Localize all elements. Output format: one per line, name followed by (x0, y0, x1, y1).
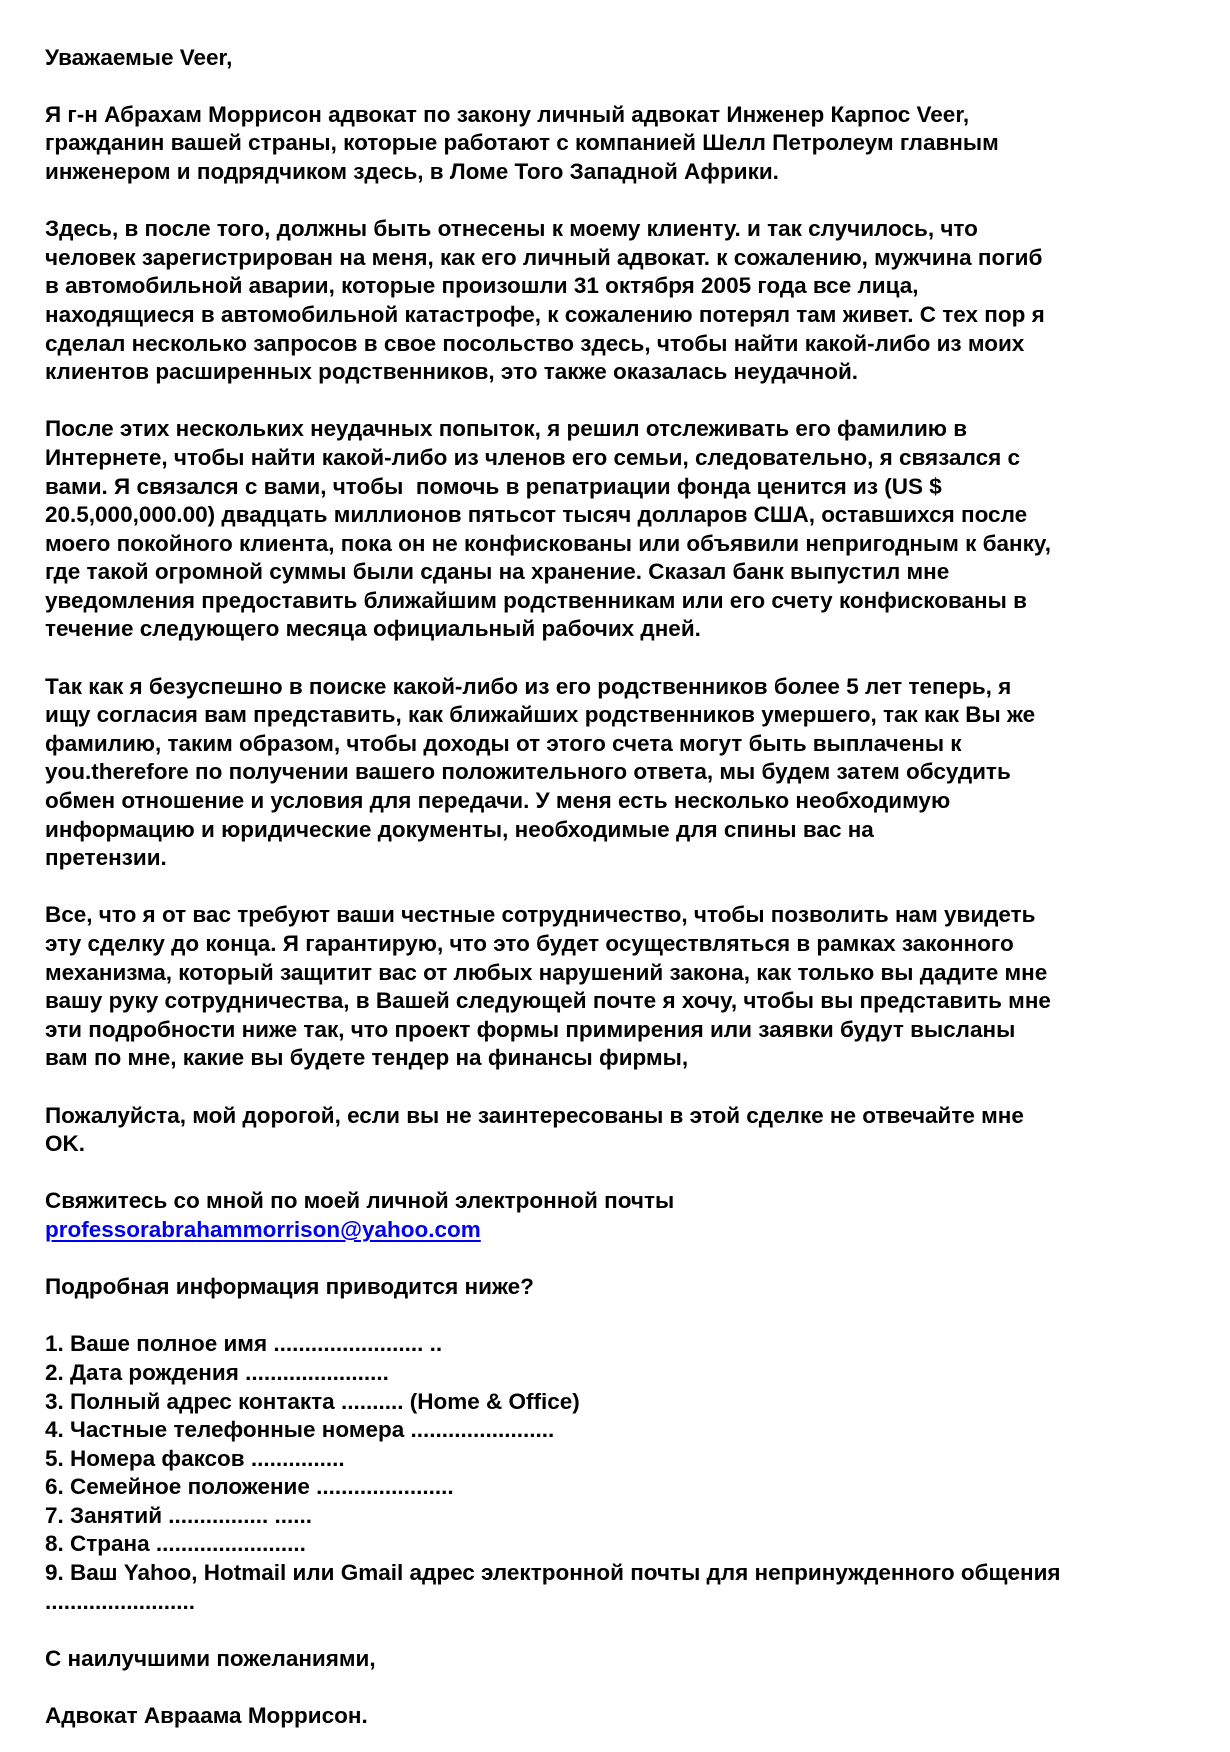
paragraph-line: ищу согласия вам представить, как ближайших родственников умершего, так как Вы же (45, 702, 1036, 728)
email-link[interactable]: professorabrahammorrison@yahoo.com (45, 1216, 481, 1242)
paragraph-line: уведомления предоставить ближайшим родственникам или его счету конфискованы в (45, 587, 1027, 613)
spacer (45, 873, 1225, 902)
contact-text: Свяжитесь со мной по моей личной электронной почты (45, 1188, 675, 1214)
paragraph-line: где такой огромной суммы были сданы на хранение. Сказал банк выпустил мне (45, 559, 950, 585)
spacer (45, 1073, 1225, 1102)
paragraph-line: человек зарегистрирован на меня, как его личный адвокат. к сожалению, мужчина погиб (45, 244, 1043, 270)
signature: Адвокат Авраама Моррисон. (45, 1703, 368, 1729)
paragraph-line: После этих нескольких неудачных попыток, я решил отслеживать его фамилию в (45, 416, 968, 442)
paragraph-line: гражданин вашей страны, которые работают с компанией Шелл Петролеум главным (45, 130, 999, 156)
paragraph-funds (45, 415, 1225, 644)
paragraph-cooperation (45, 901, 1225, 1073)
list-item: 4. Частные телефонные номера ....................... (45, 1417, 555, 1443)
paragraph-line: сделал несколько запросов в свое посольство здесь, чтобы найти какой-либо из моих (45, 330, 1025, 356)
paragraph-line: эти подробности ниже так, что проект формы примирения или заявки будут высланы (45, 1016, 1016, 1042)
paragraph-line: Интернете, чтобы найти какой-либо из членов его семьи, следовательно, я связался с (45, 444, 1020, 470)
paragraph-line: Здесь, в после того, должны быть отнесены к моему клиенту. и так случилось, что (45, 216, 978, 242)
paragraph-line: клиентов расширенных родственников, это также оказалась неудачной. (45, 359, 859, 385)
closing: С наилучшими пожеланиями, (45, 1645, 376, 1671)
spacer (45, 1302, 1225, 1331)
spacer (45, 15, 1225, 44)
list-item: 1. Ваше полное имя ........................ .. (45, 1331, 443, 1357)
greeting: Уважаемые Veer, (45, 44, 233, 70)
details-intro: Подробная информация приводится ниже? (45, 1274, 534, 1300)
paragraph-line: инженером и подрядчиком здесь, в Ломе Того Западной Африки. (45, 158, 779, 184)
list-item: 2. Дата рождения ....................... (45, 1359, 389, 1385)
paragraph-line: течение следующего месяца официальный рабочих дней. (45, 616, 701, 642)
paragraph-accident (45, 215, 1225, 387)
letter-document (45, 15, 1225, 1731)
paragraph-line: обмен отношение и условия для передачи. У меня есть несколько необходимую (45, 788, 951, 814)
paragraph-introduction (45, 101, 1225, 187)
list-item: 7. Занятий ................ ...... (45, 1502, 313, 1528)
paragraph-line: OK. (45, 1131, 86, 1157)
details-list (45, 1330, 1225, 1616)
paragraph-line: моего покойного клиента, пока он не конфискованы или объявили непригодным к банку, (45, 530, 1051, 556)
list-item: 6. Семейное положение ...................... (45, 1474, 454, 1500)
paragraph-line: механизма, который защитит вас от любых нарушений закона, как только вы дадите мне (45, 959, 1048, 985)
paragraph-line: Пожалуйста, мой дорогой, если вы не заинтересованы в этой сделке не отвечайте мне (45, 1102, 1024, 1128)
paragraph-request (45, 1102, 1225, 1159)
paragraph-line: Так как я безуспешно в поиске какой-либо из его родственников более 5 лет теперь, я (45, 673, 1012, 699)
paragraph-line: Все, что я от вас требуют ваши честные сотрудничество, чтобы позволить нам увидеть (45, 902, 1036, 928)
paragraph-line: 20.5,000,000.00) двадцать миллионов пятьсот тысяч долларов США, оставшихся после (45, 502, 1028, 528)
paragraph-line: претензии. (45, 845, 167, 871)
paragraph-line: находящиеся в автомобильной катастрофе, к сожалению потерял там живет. С тех пор я (45, 301, 1045, 327)
spacer (45, 1673, 1225, 1702)
spacer (45, 1159, 1225, 1188)
spacer (45, 1245, 1225, 1274)
spacer (45, 387, 1225, 416)
spacer (45, 1616, 1225, 1645)
list-item: 8. Страна ........................ (45, 1531, 306, 1557)
list-item: ........................ (45, 1588, 196, 1614)
list-item: 9. Ваш Yahoo, Hotmail или Gmail адрес электронной почты для непринужденного общения (45, 1560, 1061, 1586)
spacer (45, 187, 1225, 216)
paragraph-line: фамилию, таким образом, чтобы доходы от этого счета могут быть выплачены к (45, 730, 962, 756)
paragraph-line: вами. Я связался с вами, чтобы помочь в репатриации фонда ценится из (US $ (45, 473, 942, 499)
list-item: 3. Полный адрес контакта .......... (Home & Office) (45, 1388, 580, 1414)
paragraph-line: эту сделку до конца. Я гарантирую, что это будет осуществляться в рамках законного (45, 931, 1014, 956)
paragraph-line: вам по мне, какие вы будете тендер на финансы фирмы, (45, 1045, 689, 1071)
contact-block (45, 1187, 1225, 1244)
paragraph-line: вашу руку сотрудничества, в Вашей следующей почте я хочу, чтобы вы представить мне (45, 988, 1051, 1014)
spacer (45, 644, 1225, 673)
paragraph-proposal (45, 673, 1225, 873)
paragraph-line: информацию и юридические документы, необходимые для спины вас на (45, 816, 874, 842)
paragraph-line: Я г-н Абрахам Моррисон адвокат по закону личный адвокат Инженер Карпос Veer, (45, 101, 970, 127)
spacer (45, 72, 1225, 101)
paragraph-line: you.therefore по получении вашего положительного ответа, мы будем затем обсудить (45, 759, 1011, 785)
list-item: 5. Номера факсов ............... (45, 1445, 345, 1471)
paragraph-line: в автомобильной аварии, которые произошли 31 октября 2005 года все лица, (45, 273, 919, 299)
